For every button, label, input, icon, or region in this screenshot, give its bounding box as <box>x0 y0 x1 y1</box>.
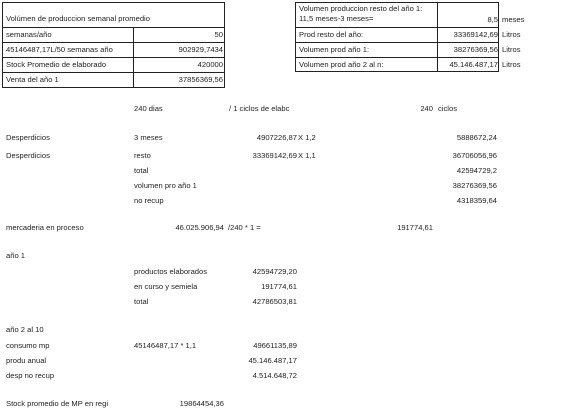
left-row-value[interactable]: 37856369,56 <box>178 75 223 84</box>
waste-period[interactable]: 3 meses <box>134 133 163 142</box>
right-row-label[interactable]: Volumen prod año 1: <box>299 45 370 54</box>
grid-line <box>2 72 225 73</box>
year1-heading[interactable]: año 1 <box>6 251 26 260</box>
year1-row-label[interactable]: total <box>134 297 149 306</box>
right-title-value[interactable]: 8,5 <box>487 15 498 24</box>
left-row-label[interactable]: semanas/año <box>6 30 52 39</box>
cycles-unit[interactable]: ciclos <box>438 104 457 113</box>
waste-factor[interactable]: X 1,1 <box>298 151 316 160</box>
waste-label[interactable]: Desperdicios <box>6 151 50 160</box>
waste-result[interactable]: 36706056,96 <box>452 151 497 160</box>
grid-line <box>295 57 499 58</box>
year2-row-value[interactable]: 45.146.487,17 <box>248 356 297 365</box>
year2-row-value[interactable]: 49661135,89 <box>253 341 297 350</box>
year2-heading[interactable]: año 2 al 10 <box>6 325 44 334</box>
cycles-days[interactable]: 240 dias <box>134 104 163 113</box>
waste-volume[interactable]: 33369142,69 <box>252 151 297 160</box>
left-row-label[interactable]: Venta del año 1 <box>6 75 59 84</box>
grid-line <box>2 57 225 58</box>
grid-line <box>2 42 225 43</box>
waste-summary-label[interactable]: volumen pro año 1 <box>134 181 197 190</box>
grid-line <box>295 27 499 28</box>
cycles-label[interactable]: / 1 ciclos de elabc <box>229 105 290 113</box>
right-row-label[interactable]: Prod resto del año: <box>299 30 364 39</box>
right-row-value[interactable]: 33369142,69 <box>453 30 498 39</box>
right-row-unit[interactable]: Litros <box>502 30 521 39</box>
year2-row-label[interactable]: produ anual <box>6 356 47 365</box>
waste-summary-value[interactable]: 42594729,2 <box>456 166 497 175</box>
year2-row-formula[interactable]: 45146487,17 * 1,1 <box>134 341 197 350</box>
waste-volume[interactable]: 4907226,87 <box>256 133 297 142</box>
year1-row-label[interactable]: productos elaborados <box>134 267 208 276</box>
wip-value[interactable]: 46.025.906,94 <box>175 223 224 232</box>
year2-row-value[interactable]: 4.514.648,72 <box>252 371 297 380</box>
year2-row-label[interactable]: consumo mp <box>6 341 50 350</box>
left-row-value[interactable]: 902929,7434 <box>178 45 223 54</box>
left-table-title[interactable]: Volúmen de produccion semanal promedio <box>6 14 150 23</box>
left-row-label[interactable]: 45146487,17L/50 semanas año <box>6 45 113 54</box>
year2-row-label[interactable]: desp no recup <box>6 371 55 380</box>
stock-mp-label[interactable]: Stock promedio de MP en regi <box>6 400 109 408</box>
year1-row-label[interactable]: en curso y semiela <box>134 282 198 291</box>
stock-mp-value[interactable]: 19864454,36 <box>179 399 224 408</box>
right-row-value[interactable]: 45.146.487,17 <box>449 60 498 69</box>
waste-label[interactable]: Desperdicios <box>6 133 50 142</box>
year1-row-value[interactable]: 42786503,81 <box>252 297 297 306</box>
wip-result[interactable]: 191774,61 <box>397 223 433 232</box>
waste-factor[interactable]: X 1,2 <box>298 133 316 142</box>
right-table-title[interactable]: Volumen produccion resto del año 1: 11,5 meses-3 meses= <box>299 4 423 23</box>
right-row-unit[interactable]: Litros <box>502 60 521 69</box>
grid-line <box>2 27 225 28</box>
year1-row-value[interactable]: 42594729,20 <box>252 267 297 276</box>
wip-formula[interactable]: /240 * 1 = <box>228 223 261 232</box>
grid-line <box>295 42 499 43</box>
left-row-value[interactable]: 50 <box>214 30 223 39</box>
left-row-label[interactable]: Stock Promedio de elaborado <box>6 60 107 69</box>
waste-summary-value[interactable]: 4318359,64 <box>456 196 497 205</box>
cycles-count[interactable]: 240 <box>420 104 433 113</box>
waste-period[interactable]: resto <box>134 151 151 160</box>
left-row-value[interactable]: 420000 <box>197 60 223 69</box>
grid-line <box>133 27 134 88</box>
right-row-value[interactable]: 38276369,56 <box>453 45 498 54</box>
wip-label[interactable]: mercaderia en proceso <box>6 223 84 232</box>
right-row-unit[interactable]: Litros <box>502 45 521 54</box>
waste-summary-label[interactable]: total <box>134 166 149 175</box>
waste-summary-value[interactable]: 38276369,56 <box>452 181 497 190</box>
grid-line <box>437 2 438 72</box>
year1-row-value[interactable]: 191774,61 <box>261 282 297 291</box>
right-title-unit[interactable]: meses <box>502 15 525 24</box>
waste-result[interactable]: 5888672,24 <box>456 133 497 142</box>
waste-summary-label[interactable]: no recup <box>134 196 164 205</box>
right-row-label[interactable]: Volumen prod año 2 al n: <box>299 60 384 69</box>
